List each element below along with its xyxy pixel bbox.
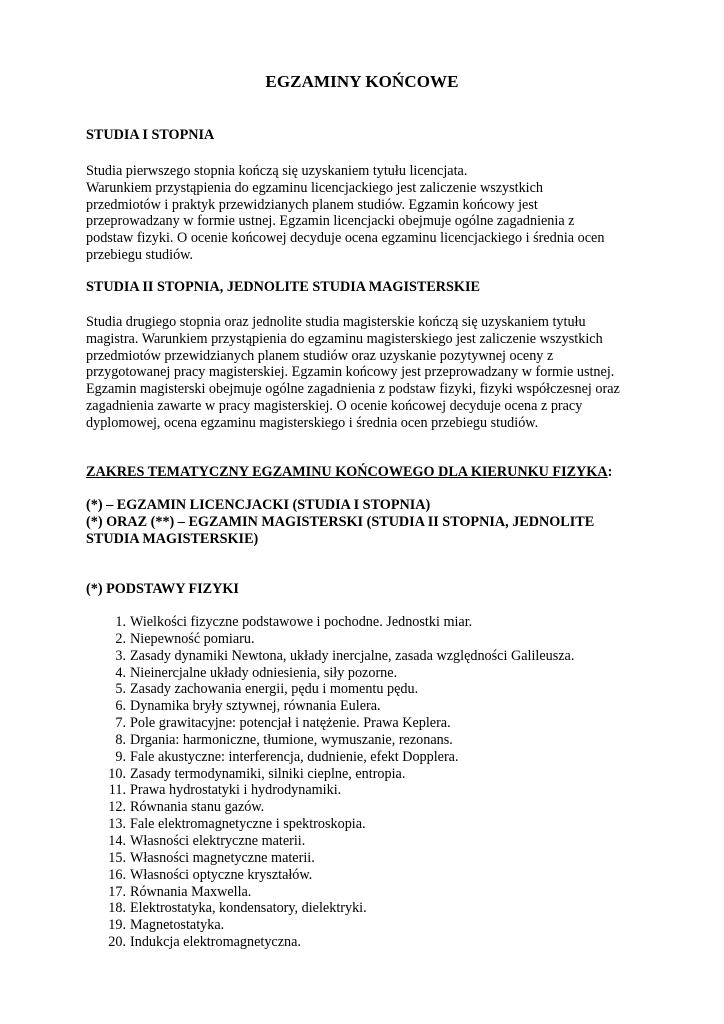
paragraph-line: dyplomowej, ocena egzaminu magisterskiego i średnia ocen przebiegu studiów. — [86, 414, 539, 431]
scope-heading-colon: : — [607, 464, 613, 480]
list-item-number: 6. — [115, 698, 126, 715]
basics-heading: (*) PODSTAWY FIZYKI — [86, 581, 239, 597]
paragraph-line: magistra. Warunkiem przystąpienia do egzaminu magisterskiego jest zaliczenie wszystkich — [86, 330, 603, 347]
section-heading-second-degree: STUDIA II STOPNIA, JEDNOLITE STUDIA MAGISTERSKIE — [86, 279, 480, 295]
list-item-number: 19. — [108, 917, 126, 934]
list-item-number: 15. — [108, 849, 126, 866]
paragraph-line: przeprowadzany w formie ustnej. Egzamin licencjacki obejmuje ogólne zagadnienia z — [86, 213, 575, 230]
page-title: EGZAMINY KOŃCOWE — [265, 72, 459, 91]
list-item-number: 14. — [108, 832, 126, 849]
list-item-text: Własności optyczne kryształów. — [130, 866, 313, 883]
list-item-number: 2. — [115, 630, 126, 647]
paragraph-line: przedmiotów i praktyk przewidzianych planem studiów. Egzamin końcowy jest — [86, 196, 538, 213]
paragraph-line: przedmiotów przewidzianych planem studiów oraz uzyskanie pozytywnej oceny z — [86, 347, 554, 364]
list-item-text: Dynamika bryły sztywnej, równania Eulera. — [130, 698, 381, 715]
paragraph-line: zagadnienia zawarte w pracy magisterskiej. O ocenie końcowej decyduje ocena z pracy — [86, 397, 583, 414]
list-item-number: 7. — [115, 715, 126, 732]
scope-heading — [86, 464, 612, 481]
paragraph-line: podstaw fizyki. O ocenie końcowej decyduje ocena egzaminu licencjackiego i średnia ocen — [86, 230, 605, 247]
list-item-number: 1. — [115, 614, 126, 630]
paragraph-line: przebiegu studiów. — [86, 246, 194, 263]
list-item-text: Zasady termodynamiki, silniki cieplne, entropia. — [130, 765, 406, 782]
list-item-text: Równania Maxwella. — [130, 883, 252, 900]
list-item-text: Indukcja elektromagnetyczna. — [130, 934, 301, 951]
list-item-number: 20. — [108, 934, 126, 951]
scope-heading-text: ZAKRES TEMATYCZNY EGZAMINU KOŃCOWEGO DLA KIERUNKU FIZYKA — [86, 464, 608, 480]
list-item-number: 11. — [108, 782, 126, 799]
legend-bachelor: (*) – EGZAMIN LICENCJACKI (STUDIA I STOPNIA) — [86, 497, 431, 513]
section-heading-first-degree: STUDIA I STOPNIA — [86, 127, 215, 143]
list-item-number: 3. — [115, 647, 126, 664]
list-item-number: 4. — [115, 664, 126, 681]
list-item-text: Zasady zachowania energii, pędu i momentu pędu. — [130, 681, 419, 698]
paragraph-line: Studia pierwszego stopnia kończą się uzyskaniem tytułu licencjata. — [86, 163, 468, 179]
list-item-text: Magnetostatyka. — [130, 917, 225, 934]
list-item-text: Niepewność pomiaru. — [130, 630, 255, 647]
list-item-text: Prawa hydrostatyki i hydrodynamiki. — [130, 782, 342, 799]
list-item-number: 5. — [115, 681, 126, 698]
legend-master-cont: STUDIA MAGISTERSKIE) — [86, 531, 259, 547]
paragraph-line: przygotowanej pracy magisterskiej. Egzamin końcowy jest przeprowadzany w formie ustnej. — [86, 364, 615, 381]
list-item-number: 9. — [115, 748, 126, 765]
list-item-text: Elektrostatyka, kondensatory, dielektryki. — [130, 900, 367, 917]
list-item-text: Równania stanu gazów. — [130, 799, 265, 816]
paragraph-second-degree — [86, 314, 646, 432]
list-item-text: Własności magnetyczne materii. — [130, 849, 315, 866]
paragraph-line: Egzamin magisterski obejmuje ogólne zagadnienia z podstaw fizyki, fizyki współczesnej oraz — [86, 381, 620, 398]
list-item-text: Wielkości fizyczne podstawowe i pochodne. Jednostki miar. — [130, 614, 473, 630]
list-item-text: Własności elektryczne materii. — [130, 832, 306, 849]
list-item-number: 10. — [108, 765, 126, 782]
list-item-text: Zasady dynamiki Newtona, układy inercjalne, zasada względności Galileusza. — [130, 647, 575, 664]
list-item-number: 18. — [108, 900, 126, 917]
list-item-text: Drgania: harmoniczne, tłumione, wymuszanie, rezonans. — [130, 731, 453, 748]
list-item-text: Fale elektromagnetyczne i spektroskopia. — [130, 816, 366, 833]
paragraph-first-degree — [86, 163, 646, 264]
list-item-number: 17. — [108, 883, 126, 900]
list-item-number: 12. — [108, 799, 126, 816]
paragraph-line: Warunkiem przystąpienia do egzaminu licencjackiego jest zaliczenie wszystkich — [86, 179, 544, 196]
paragraph-line: Studia drugiego stopnia oraz jednolite studia magisterskie kończą się uzyskaniem tytułu — [86, 314, 586, 330]
list-item-number: 8. — [115, 731, 126, 748]
list-item-text: Nieinercjalne układy odniesienia, siły pozorne. — [130, 664, 398, 681]
list-item-number: 13. — [108, 816, 126, 833]
list-item-text: Fale akustyczne: interferencja, dudnienie, efekt Dopplera. — [130, 748, 459, 765]
list-item-text: Pole grawitacyjne: potencjał i natężenie. Prawa Keplera. — [130, 715, 451, 732]
legend-master: (*) ORAZ (**) – EGZAMIN MAGISTERSKI (STUDIA II STOPNIA, JEDNOLITE — [86, 514, 595, 530]
list-item-number: 16. — [108, 866, 126, 883]
